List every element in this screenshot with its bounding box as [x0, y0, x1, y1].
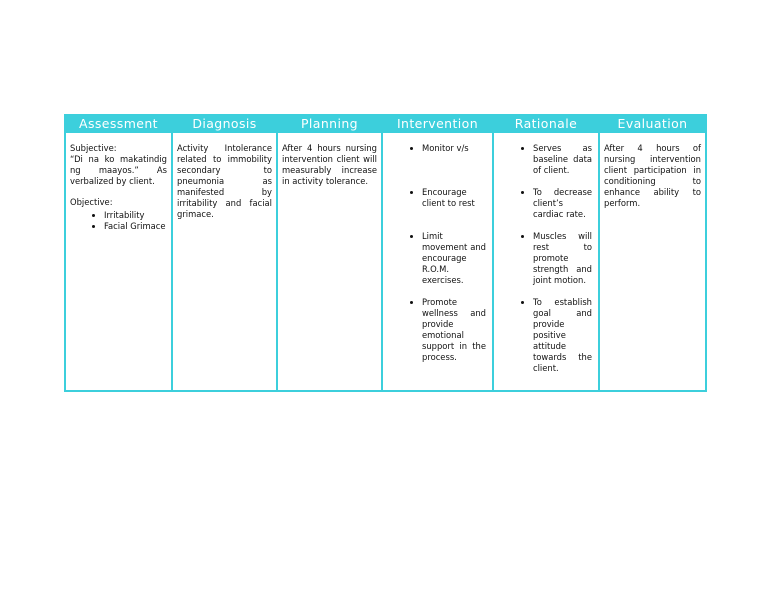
objective-label: Objective: — [70, 197, 113, 207]
rationale-item: • To decrease client’s cardiac rate. — [533, 187, 594, 220]
rationale-cell — [493, 132, 599, 391]
rationale-item: • Serves as baseline data of client. — [533, 143, 594, 176]
diagnosis-cell: Activity Intolerance related to immobility secondary to pneumonia as manifested by irritability and facial grimace. — [172, 132, 277, 391]
header-evaluation: Evaluation — [599, 115, 706, 132]
intervention-item: • Monitor v/s — [422, 143, 488, 154]
rationale-item: • To establish goal and provide positive attitude towards the client. — [533, 297, 594, 374]
objective-item: • Facial Grimace — [104, 221, 167, 232]
body-row — [65, 132, 706, 391]
evaluation-cell: After 4 hours of nursing intervention client participation in conditioning to enhance ability to perform. — [599, 132, 706, 391]
header-planning: Planning — [277, 115, 382, 132]
header-diagnosis: Diagnosis — [172, 115, 277, 132]
header-assessment: Assessment — [65, 115, 172, 132]
header-intervention: Intervention — [382, 115, 493, 132]
header-rationale: Rationale — [493, 115, 599, 132]
header-row — [65, 115, 706, 132]
objective-item: • Irritability — [104, 210, 167, 221]
rationale-list — [498, 143, 594, 374]
planning-cell: After 4 hours nursing intervention client will measurably increase in activity tolerance. — [277, 132, 382, 391]
assessment-cell — [65, 132, 172, 391]
intervention-item: • Promote wellness and provide emotional support in the process. — [422, 297, 488, 363]
subjective-text: “Di na ko makatindig ng maayos.” As verbalized by client. — [70, 154, 167, 186]
objective-list — [70, 210, 167, 232]
subjective-label: Subjective: — [70, 143, 117, 153]
intervention-list — [387, 143, 488, 363]
intervention-cell — [382, 132, 493, 391]
rationale-item: • Muscles will rest to promote strength and joint motion. — [533, 231, 594, 286]
intervention-item: • Limit movement and encourage R.O.M. exercises. — [422, 231, 488, 286]
nursing-care-plan-table — [64, 114, 707, 392]
intervention-item: • Encourage client to rest — [422, 187, 488, 209]
